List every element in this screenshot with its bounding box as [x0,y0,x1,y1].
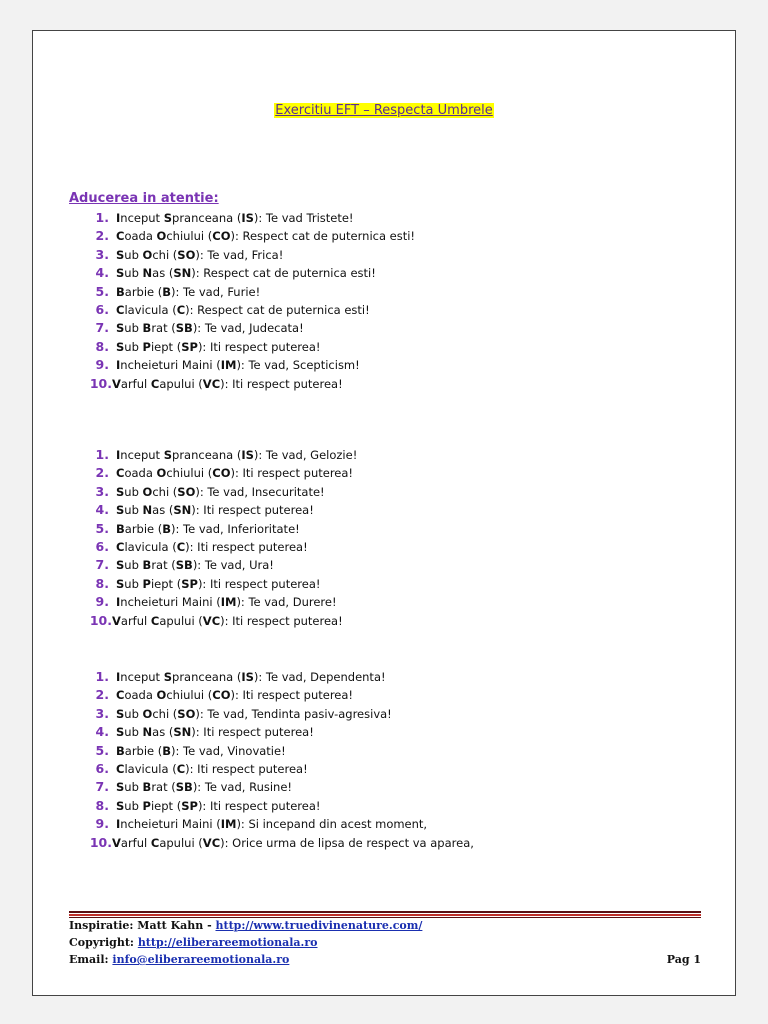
point-text: ub [124,798,143,813]
point-initial: P [142,339,151,354]
point-abbreviation: B [162,284,172,299]
point-text: ): Iti respect puterea! [220,376,343,391]
point-text: ): Te vad, Tendinta pasiv-agresiva! [195,706,392,721]
list-text [116,283,689,301]
point-initial: S [163,670,173,684]
list-number: 4. [95,265,109,281]
point-text: rat ( [151,558,176,573]
list-text [112,834,689,852]
footer [69,917,701,968]
point-text: ): Iti respect puterea! [220,613,343,628]
point-text: ub [124,339,143,354]
list-text [112,612,689,630]
point-text: ): Te vad, Durere! [236,595,337,610]
list-item [69,705,689,723]
point-text: ): Iti respect puterea! [230,688,354,703]
point-initial: S [163,448,173,462]
point-abbreviation: VC [202,835,221,850]
list-item [69,742,689,760]
list-number: 9. [95,357,109,373]
point-text: ): Iti respect puterea! [191,725,314,740]
point-text: chiului ( [166,229,213,244]
email-link[interactable]: info@eliberareemotionala.ro [112,953,290,966]
point-text: apului ( [159,376,203,391]
point-text: chi ( [152,247,178,262]
point-initial: B [116,521,125,536]
point-text: chi ( [152,706,178,721]
list-text [116,705,689,723]
point-text: apului ( [159,835,203,850]
point-text: ): Si incepand din acest moment, [236,817,428,832]
point-abbreviation: CO [212,466,231,481]
point-initial: S [116,576,125,591]
list-text [116,464,689,482]
list-item [69,338,689,356]
point-text: ): Te vad, Judecata! [192,321,304,336]
point-initial: C [116,688,125,703]
point-text: chiului ( [166,688,213,703]
point-initial: C [150,376,160,391]
list-text [116,686,689,704]
point-text: pranceana ( [172,670,242,684]
list-number: 1. [95,669,109,684]
point-initial: S [116,798,125,813]
point-initial: I [116,211,121,225]
list-text [116,575,689,593]
point-text: ncheieturi Maini ( [120,358,221,373]
list-item [69,723,689,741]
point-text: rat ( [151,780,176,795]
point-text: ): Iti respect puterea! [185,539,308,554]
point-initial: N [142,503,153,518]
point-abbreviation: IS [241,211,254,225]
round-list-3 [69,668,689,852]
point-text: nceput [120,448,164,462]
point-text: chi ( [152,484,178,499]
point-initial: O [156,466,167,481]
point-text: arful [120,613,151,628]
list-number: 3. [95,483,109,499]
point-text: rat ( [151,321,176,336]
point-abbreviation: CO [212,229,231,244]
point-text: oada [124,688,157,703]
list-number: 6. [95,301,109,317]
point-initial: S [116,321,125,336]
point-initial: V [112,613,121,628]
list-text [116,760,689,778]
footer-rule-middle [69,914,701,916]
point-text: ): Te vad, Dependenta! [253,670,386,684]
inspiratie-label: Inspiratie: Matt Kahn - [69,919,216,932]
title-wrap [33,99,735,118]
point-abbreviation: SN [173,503,192,518]
list-number: 2. [95,687,109,703]
point-text: apului ( [159,613,203,628]
list-text [116,742,689,760]
list-number: 8. [95,338,109,354]
point-initial: O [156,688,167,703]
point-abbreviation: SN [173,725,192,740]
point-text: arful [120,376,151,391]
point-abbreviation: B [162,743,172,758]
point-initial: N [142,266,153,281]
point-text: ): Te vad, Frica! [195,247,284,262]
point-abbreviation: SO [177,706,196,721]
point-initial: O [142,484,153,499]
point-text: as ( [152,503,174,518]
document-page [32,30,736,996]
point-text: ): Te vad, Gelozie! [253,448,358,462]
list-text [116,797,689,815]
point-text: ub [124,780,143,795]
list-text [116,356,689,374]
list-number: 7. [95,557,109,573]
email-label: Email: [69,953,113,966]
list-item [69,593,689,611]
list-item [69,446,689,464]
point-initial: S [116,484,125,499]
point-initial: S [116,706,125,721]
point-initial: S [116,266,125,281]
point-initial: I [116,358,121,373]
point-abbreviation: IS [241,670,254,684]
point-text: lavicula ( [124,302,177,317]
footer-inspiratie [69,917,701,934]
point-abbreviation: IM [220,817,237,832]
list-item [69,575,689,593]
list-item [69,668,689,686]
list-item [69,556,689,574]
point-initial: S [116,503,125,518]
point-initial: I [116,595,121,610]
point-text: ): Iti respect puterea! [185,761,308,776]
point-text: ): Respect cat de puternica esti! [230,229,416,244]
point-abbreviation: CO [212,688,231,703]
list-text [116,209,689,227]
list-item [69,356,689,374]
list-item [69,283,689,301]
point-abbreviation: C [176,302,186,317]
list-text [116,227,689,245]
point-abbreviation: IM [220,595,237,610]
list-item [69,375,689,393]
point-abbreviation: B [162,521,172,536]
list-item [69,686,689,704]
point-initial: P [142,576,151,591]
list-text [116,338,689,356]
point-initial: I [116,670,121,684]
point-text: ): Te vad, Rusine! [192,780,293,795]
point-initial: S [116,780,125,795]
point-text: iept ( [150,798,182,813]
list-item [69,815,689,833]
point-initial: B [116,284,125,299]
point-text: ): Iti respect puterea! [197,576,321,591]
point-abbreviation: SP [181,798,198,813]
list-text [116,446,689,464]
list-number: 2. [95,465,109,481]
list-number: 10. [89,612,112,628]
round-list-2 [69,446,689,630]
point-initial: I [116,817,121,832]
list-number: 6. [95,538,109,554]
point-text: arbie ( [124,521,163,536]
list-item [69,246,689,264]
point-text: lavicula ( [124,761,177,776]
list-number: 10. [89,375,112,391]
list-item [69,501,689,519]
point-abbreviation: SP [181,576,198,591]
point-text: arful [120,835,151,850]
point-text: ): Iti respect puterea! [191,503,314,518]
list-text [116,723,689,741]
point-text: ): Te vad, Ura! [192,558,274,573]
list-item [69,760,689,778]
list-item [69,778,689,796]
point-initial: P [142,798,151,813]
footer-rule-top [69,911,701,913]
point-abbreviation: SN [173,266,192,281]
list-text [116,483,689,501]
list-item [69,227,689,245]
point-abbreviation: SO [177,484,196,499]
point-abbreviation: SB [175,558,193,573]
point-initial: S [116,725,125,740]
point-text: lavicula ( [124,539,177,554]
list-item [69,612,689,630]
copyright-label: Copyright: [69,936,138,949]
point-abbreviation: SB [175,321,193,336]
point-initial: O [156,229,167,244]
point-text: ub [124,484,143,499]
page-title: Exercitiu EFT – Respecta Umbrele [275,103,493,118]
point-text: iept ( [150,339,182,354]
point-abbreviation: VC [202,613,221,628]
point-text: as ( [152,725,174,740]
point-initial: C [116,539,125,554]
list-item [69,301,689,319]
list-text [116,501,689,519]
point-text: ub [124,558,143,573]
list-number: 5. [95,283,109,299]
point-text: pranceana ( [172,211,242,225]
list-number: 8. [95,575,109,591]
point-abbreviation: C [176,761,186,776]
point-initial: S [116,339,125,354]
point-text: ): Te vad Tristete! [253,211,354,225]
point-initial: C [116,302,125,317]
list-text [116,264,689,282]
point-text: ub [124,321,143,336]
list-text [116,668,689,686]
point-text: nceput [120,211,164,225]
copyright-link[interactable]: http://eliberareemotionala.ro [137,936,318,949]
point-initial: B [142,780,152,795]
point-text: ub [124,725,143,740]
point-text: ub [124,706,143,721]
point-text: chiului ( [166,466,213,481]
list-item [69,483,689,501]
point-text: ): Te vad, Insecuritate! [195,484,325,499]
list-number: 7. [95,320,109,336]
point-text: oada [124,466,157,481]
list-number: 1. [95,210,109,225]
point-text: ): Te vad, Vinovatie! [171,743,286,758]
list-number: 4. [95,502,109,518]
point-text: ncheieturi Maini ( [120,817,221,832]
point-text: ): Iti respect puterea! [197,339,321,354]
list-number: 8. [95,797,109,813]
list-text [116,593,689,611]
point-text: ub [124,266,143,281]
point-abbreviation: SB [175,780,193,795]
point-initial: C [150,613,160,628]
footer-copyright [69,934,701,951]
list-text [116,246,689,264]
inspiratie-link[interactable]: http://www.truedivinenature.com/ [215,919,423,932]
list-number: 9. [95,594,109,610]
point-initial: I [116,448,121,462]
point-initial: C [150,835,160,850]
list-item [69,319,689,337]
list-item [69,520,689,538]
point-initial: V [112,835,121,850]
list-item [69,797,689,815]
point-initial: O [142,706,153,721]
point-initial: C [116,761,125,776]
point-initial: V [112,376,121,391]
point-abbreviation: C [176,539,186,554]
round-list-1 [69,209,689,393]
point-initial: S [163,211,173,225]
list-item [69,264,689,282]
list-item [69,538,689,556]
point-text: ): Iti respect puterea! [230,466,354,481]
point-text: ub [124,247,143,262]
point-text: ): Respect cat de puternica esti! [191,266,376,281]
point-text: as ( [152,266,174,281]
point-text: iept ( [150,576,182,591]
point-abbreviation: SO [177,247,196,262]
list-number: 3. [95,705,109,721]
point-initial: C [116,229,125,244]
point-text: nceput [120,670,164,684]
point-text: oada [124,229,157,244]
list-item [69,464,689,482]
list-number: 7. [95,779,109,795]
page-number: Pag 1 [666,953,701,966]
point-initial: O [142,247,153,262]
list-text [116,815,689,833]
point-text: ub [124,576,143,591]
point-initial: B [142,558,152,573]
list-item [69,209,689,227]
point-text: ): Orice urma de lipsa de respect va aparea, [220,835,474,850]
section-heading: Aducerea in atentie: [69,191,219,206]
point-abbreviation: IM [220,358,237,373]
list-number: 5. [95,742,109,758]
point-initial: S [116,247,125,262]
point-text: ): Te vad, Inferioritate! [171,521,300,536]
list-item [69,834,689,852]
list-text [116,301,689,319]
list-number: 4. [95,724,109,740]
point-abbreviation: SP [181,339,198,354]
list-number: 6. [95,760,109,776]
point-initial: N [142,725,153,740]
footer-email [69,951,701,968]
point-text: arbie ( [124,743,163,758]
list-text [116,538,689,556]
point-text: arbie ( [124,284,163,299]
list-number: 3. [95,246,109,262]
point-text: ub [124,503,143,518]
list-text [116,520,689,538]
list-number: 5. [95,520,109,536]
list-number: 9. [95,816,109,832]
point-text: ): Te vad, Scepticism! [236,358,360,373]
point-abbreviation: VC [202,376,221,391]
point-text: ncheieturi Maini ( [120,595,221,610]
list-text [116,778,689,796]
point-text: ): Te vad, Furie! [171,284,261,299]
list-text [116,556,689,574]
point-text: ): Respect cat de puternica esti! [185,302,370,317]
list-text [116,319,689,337]
point-text: ): Iti respect puterea! [197,798,321,813]
point-text: pranceana ( [172,448,242,462]
list-number: 2. [95,228,109,244]
point-initial: S [116,558,125,573]
point-initial: B [116,743,125,758]
point-abbreviation: IS [241,448,254,462]
list-number: 10. [89,834,112,850]
point-initial: B [142,321,152,336]
point-initial: C [116,466,125,481]
list-text [112,375,689,393]
list-number: 1. [95,447,109,462]
